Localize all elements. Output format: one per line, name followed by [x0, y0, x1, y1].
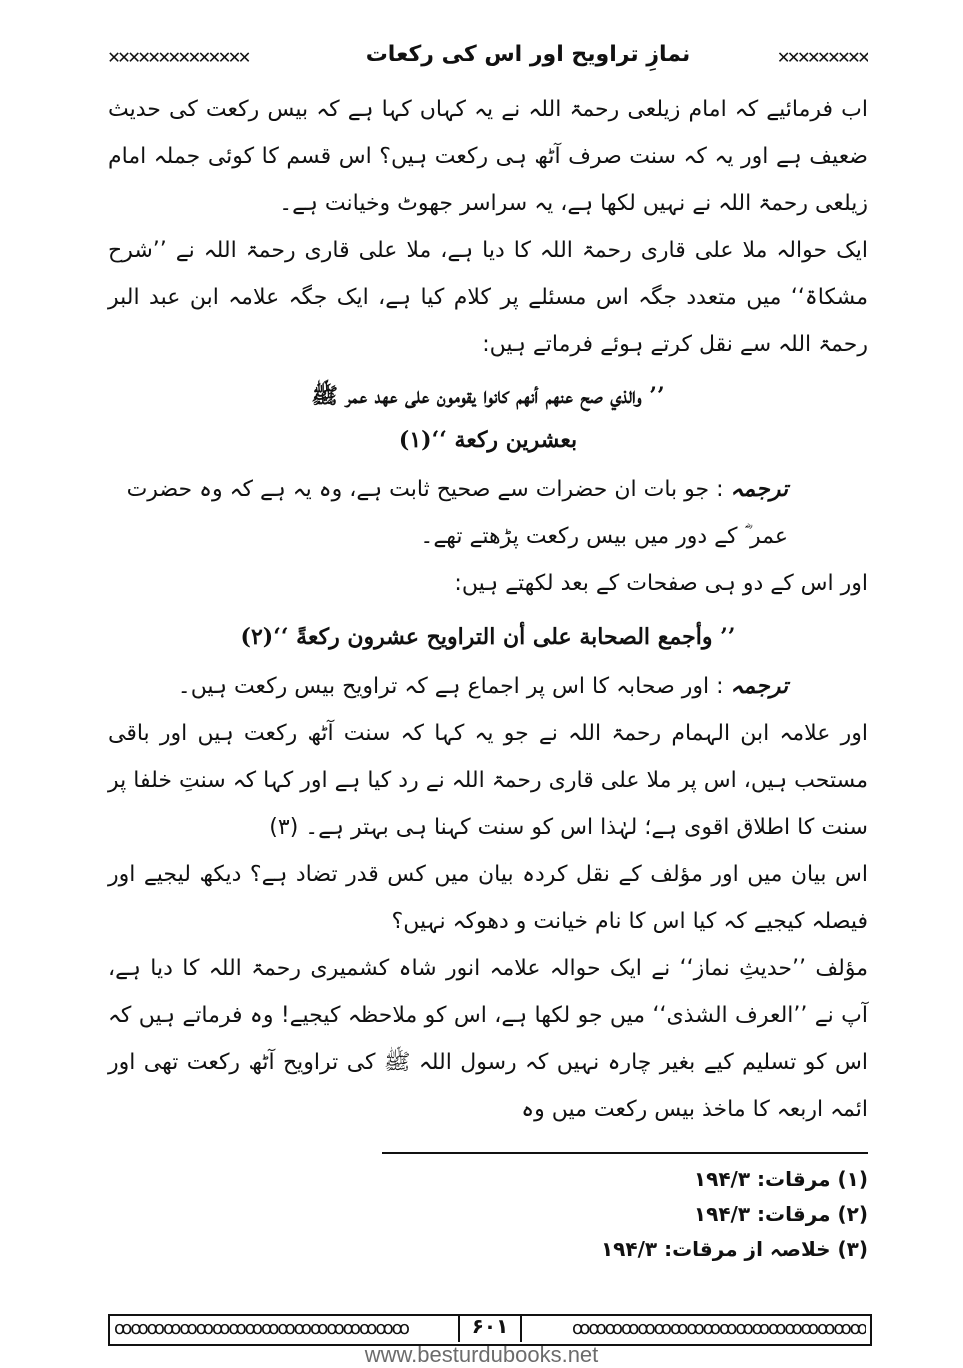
footer-ornament-right: ꝏꝏꝏꝏꝏꝏꝏꝏꝏꝏꝏꝏꝏꝏꝏꝏꝏꝏ	[571, 1318, 866, 1339]
paragraph-2: ایک حوالہ ملا علی قاری رحمۃ اللہ کا دیا ہے، ملا علی قاری رحمۃ اللہ نے ’’شرح مشکاۃ‘‘ میں متعدد جگہ اس مسئلے پر کلام کیا ہے، ایک جگہ علامہ ابن عبد البر رحمۃ اللہ سے نقل کرتے ہوئے فرماتے ہیں:	[108, 238, 868, 357]
arabic-quote-1	[108, 374, 868, 462]
page-number: ۶۰۱	[458, 1314, 522, 1342]
translation-1	[108, 466, 868, 560]
page-header	[108, 36, 868, 76]
footer-ornament-left: ꝏꝏꝏꝏꝏꝏꝏꝏꝏꝏꝏꝏꝏꝏꝏꝏꝏꝏ	[114, 1318, 409, 1339]
footnote-3: (۳) خلاصہ از مرقات: ۱۹۴/۳	[600, 1237, 868, 1261]
header-ornament-right: ✕✕✕✕✕✕✕✕✕	[777, 44, 868, 66]
translation-2-text: : اور صحابہ کا اس پر اجماع ہے کہ تراویح بیس رکعت ہیں۔	[177, 674, 724, 699]
translation-1-text: : جو بات ان حضرات سے صحیح ثابت ہے، وہ یہ ہے کہ وہ حضرت عمر ؓ کے دور میں بیس رکعت پڑھتے تھے۔	[126, 477, 788, 549]
main-text	[108, 86, 868, 1133]
paragraph-1: اب فرمائیے کہ امام زیلعی رحمۃ اللہ نے یہ کہاں کہا ہے کہ بیس رکعت کی حدیث ضعیف ہے اور یہ کہ سنت صرف آٹھ ہی رکعت ہیں؟ اس قسم کا کوئی جملہ امام زیلعی رحمۃ اللہ نے نہیں لکھا ہے، یہ سراسر جھوٹ وخیانت ہے۔	[108, 97, 868, 216]
watermark-url: www.besturdubooks.net	[364, 1342, 599, 1367]
footnote-divider	[382, 1152, 868, 1154]
footnote-1: (۱) مرقات: ۱۹۴/۳	[693, 1167, 868, 1191]
running-title: نمازِ تراویح اور اس کی رکعات	[365, 42, 691, 67]
paragraph-6: مؤلف ’’حدیثِ نماز‘‘ نے ایک حوالہ علامہ انور شاہ کشمیری رحمۃ اللہ کا دیا ہے، آپ نے ’’العرف الشذی‘‘ میں جو لکھا ہے، اس کو ملاحظہ کیجیے! وہ فرماتے ہیں کہ اس کو تسلیم کیے بغیر چارہ نہیں کہ رسول اللہ ﷺ کی تراویح آٹھ رکعت تھی اور ائمہ اربعہ کا ماخذ بیس رکعت میں وہ	[108, 956, 868, 1122]
arabic-quote-1-line-2: بعشرين ركعة ‘‘(۱)	[398, 427, 578, 453]
footnotes	[560, 1162, 868, 1267]
footnote-2: (۲) مرقات: ۱۹۴/۳	[693, 1202, 868, 1226]
translation-label: ترجمہ	[730, 674, 788, 699]
arabic-quote-1-line-1: ’’ والذي صح عنهم أنهم كانوا يقومون على عهد عمر ﷺ	[311, 383, 665, 409]
translation-2	[108, 663, 868, 710]
translation-label: ترجمہ	[730, 477, 788, 502]
arabic-quote-2: ’’ وأجمع الصحابة على أن التراويح عشرون ركعةً ‘‘(۲)	[240, 624, 736, 650]
paragraph-5: اس بیان میں اور مؤلف کے نقل کردہ بیان میں کس قدر تضاد ہے؟ دیکھ لیجیے اور فیصلہ کیجیے کہ کیا اس کا نام خیانت و دھوکہ نہیں؟	[108, 862, 868, 934]
paragraph-3: اور اس کے دو ہی صفحات کے بعد لکھتے ہیں:	[454, 571, 868, 596]
header-ornament-left: ✕✕✕✕✕✕✕✕✕✕✕✕✕✕	[108, 44, 249, 66]
paragraph-4: اور علامہ ابن الہمام رحمۃ اللہ نے جو یہ کہا کہ سنت آٹھ رکعت ہیں اور باقی مستحب ہیں، اس پر ملا علی قاری رحمۃ اللہ نے رد کیا ہے اور کہا کہ سنتِ خلفا پر سنت کا اطلاق اقوی ہے؛ لہٰذا اس کو سنت کہنا ہی بہتر ہے۔ (۳)	[108, 721, 868, 840]
